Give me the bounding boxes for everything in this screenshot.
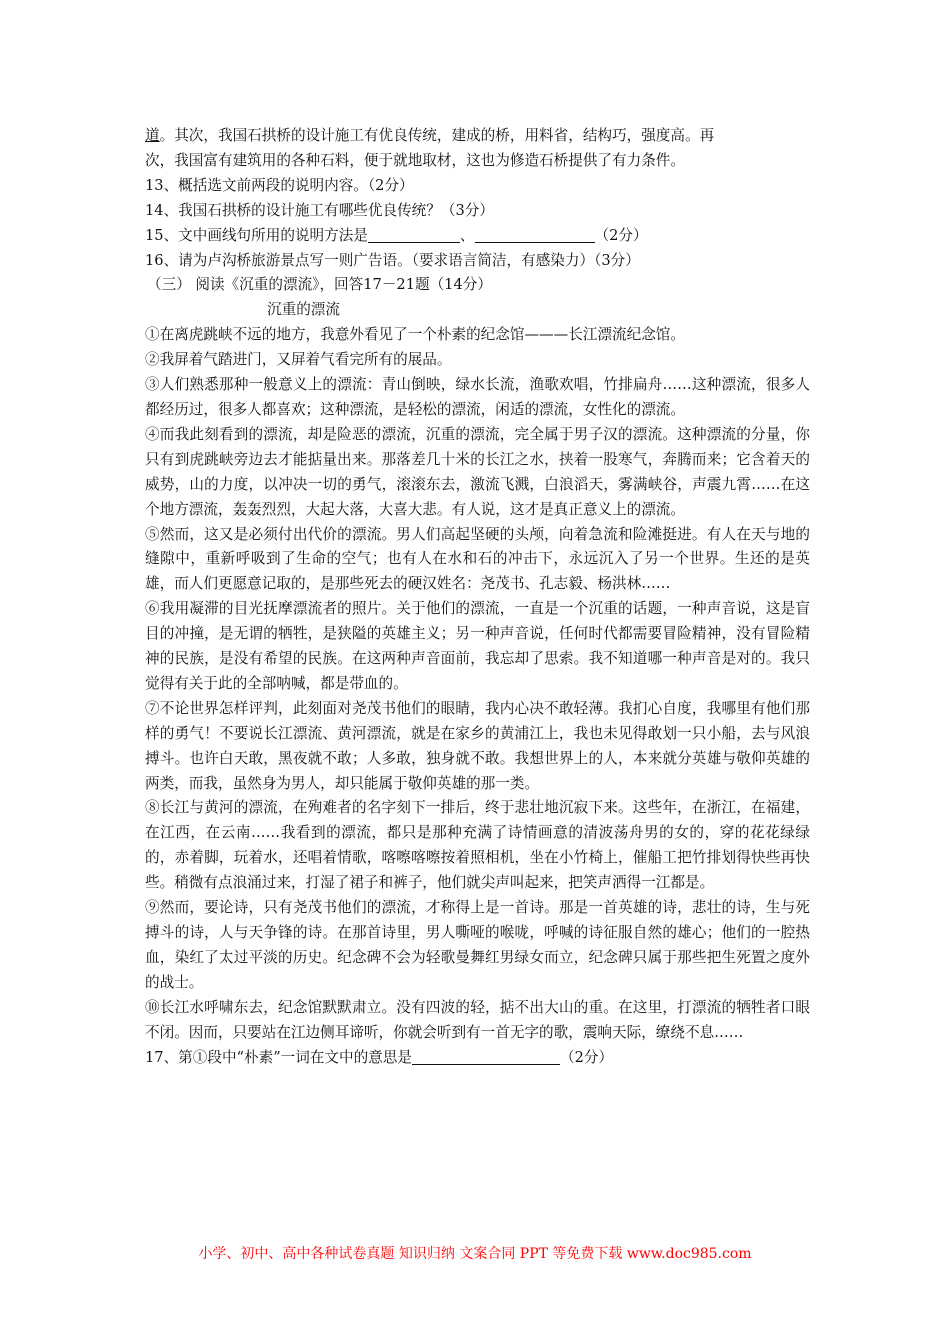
footer-banner[interactable]: 小学、初中、高中各种试卷真题 知识归纳 文案合同 PPT 等免费下载 www.doc985.com xyxy=(198,1246,752,1262)
question-17 xyxy=(145,1046,810,1071)
answer-blank-15b[interactable] xyxy=(475,227,595,243)
paragraph-5: ⑤然而，这又是必须付出代价的漂流。男人们高起坚硬的头颅，向着急流和险滩挺进。有人在天与地的缝隙中，重新呼吸到了生命的空气；也有人在水和石的冲击下，永远沉入了另一个世界。生还的是英雄，而人们更愿意记取的，是那些死去的硬汉姓名：尧茂书、孔志毅、杨洪林…… xyxy=(145,525,810,593)
document-page xyxy=(145,124,810,1070)
paragraph-1: ①在离虎跳峡不远的地方，我意外看见了一个朴素的纪念馆———长江漂流纪念馆。 xyxy=(145,326,685,344)
question-15-suffix: （2分） xyxy=(594,226,648,244)
underlined-text: 道 xyxy=(145,127,160,144)
answer-blank-15a[interactable] xyxy=(368,227,460,243)
question-17-prefix: 17、第①段中“朴素”一词在文中的意思是 xyxy=(145,1048,412,1066)
question-14: 14、我国石拱桥的设计施工有哪些优良传统？（3分） xyxy=(145,201,494,219)
answer-blank-17[interactable] xyxy=(412,1049,560,1065)
intro-line-1 xyxy=(145,124,810,149)
paragraph-9: ⑨然而，要论诗，只有尧茂书他们的漂流，才称得上是一首诗。那是一首英雄的诗，悲壮的诗，生与死搏斗的诗，人与天争锋的诗。在那首诗里，男人嘶哑的喉咙，呼喊的诗征服自然的雄心；他们的一腔热血，染红了太过平淡的历史。纪念碑不会为轻歌曼舞红男绿女而立，纪念碑只属于那些把生死置之度外的战士。 xyxy=(145,899,810,991)
paragraph-8: ⑧长江与黄河的漂流，在殉难者的名字刻下一排后，终于悲壮地沉寂下来。这些年，在浙江，在福建，在江西，在云南……我看到的漂流，都只是那种充满了诗情画意的清波荡舟男的女的，穿的花花绿绿的，赤着脚，玩着水，还唱着情歌，喀嚓喀嚓按着照相机，坐在小竹椅上，催船工把竹排划得快些再快些。稍微有点浪涌过来，打湿了裙子和裤子，他们就尖声叫起来，把笑声洒得一江都是。 xyxy=(145,799,810,892)
paragraph-3: ③人们熟悉那种一般意义上的漂流：青山倒映，绿水长流，渔歌欢唱，竹排扁舟……这种漂流，很多人都经历过，很多人都喜欢；这种漂流，是轻松的漂流，闲适的漂流，女性化的漂流。 xyxy=(145,376,810,418)
paragraph-6: ⑥我用凝滞的目光抚摩漂流者的照片。关于他们的漂流，一直是一个沉重的话题，一种声音说，这是盲目的冲撞，是无谓的牺牲，是狭隘的英雄主义；另一种声音说，任何时代都需要冒险精神，没有冒险精神的民族，是没有希望的民族。在这两种声音面前，我忘却了思索。我不知道哪一种声音是对的。我只觉得有关于此的全部呐喊，都是带血的。 xyxy=(145,600,810,692)
paragraph-7: ⑦不论世界怎样评判，此刻面对尧茂书他们的眼睛，我内心决不敢轻薄。我扪心自度，我哪里有他们那样的勇气！不要说长江漂流、黄河漂流，就是在家乡的黄浦江上，我也未见得敢划一只小船，去与风浪搏斗。也许白天敢，黑夜就不敢；人多敢，独身就不敢。我想世界上的人，本来就分英雄与敬仰英雄的两类，而我，虽然身为男人，却只能属于敬仰英雄的那一类。 xyxy=(145,699,810,792)
section-heading: （三） 阅读《沉重的漂流》，回答17－21题（14分） xyxy=(147,276,492,294)
intro-line-1-text: 。其次，我国石拱桥的设计施工有优良传统，建成的桥，用料省，结构巧，强度高。再 xyxy=(159,127,715,144)
paragraph-4: ④而我此刻看到的漂流，却是险恶的漂流，沉重的漂流，完全属于男子汉的漂流。这种漂流的分量，你只有到虎跳峡旁边去才能掂量出来。那落差几十米的长江之水，挟着一股寒气，奔腾而来；它含着天的威势，山的力度，以冲决一切的勇气，滚滚东去，激流飞溅，白浪滔天，雾满峡谷，声震九霄……在这个地方漂流，轰轰烈烈，大起大落，大喜大悲。有人说，这才是真正意义上的漂流。 xyxy=(145,425,810,518)
question-16: 16、请为卢沟桥旅游景点写一则广告语。（要求语言简洁，有感染力）（3分） xyxy=(145,251,640,269)
paragraph-10: ⑩长江水呼啸东去，纪念馆默默肃立。没有四波的轻，掂不出大山的重。在这里，打漂流的牺牲者口眼不闭。因而，只要站在江边侧耳谛听，你就会听到有一首无字的歌，震响天际，缭绕不息…… xyxy=(145,998,810,1041)
question-15-prefix: 15、文中画线句所用的说明方法是 xyxy=(145,226,368,244)
question-15 xyxy=(145,224,810,249)
question-13: 13、概括选文前两段的说明内容。（2分） xyxy=(145,176,414,194)
question-15-separator: 、 xyxy=(459,226,475,244)
intro-line-2: 次，我国富有建筑用的各种石料，便于就地取材，这也为修造石桥提供了有力条件。 xyxy=(145,151,685,169)
question-17-suffix: （2分） xyxy=(560,1048,614,1066)
paragraph-2: ②我屏着气踏进门，又屏着气看完所有的展品。 xyxy=(145,351,452,369)
article-title: 沉重的漂流 xyxy=(267,301,340,319)
